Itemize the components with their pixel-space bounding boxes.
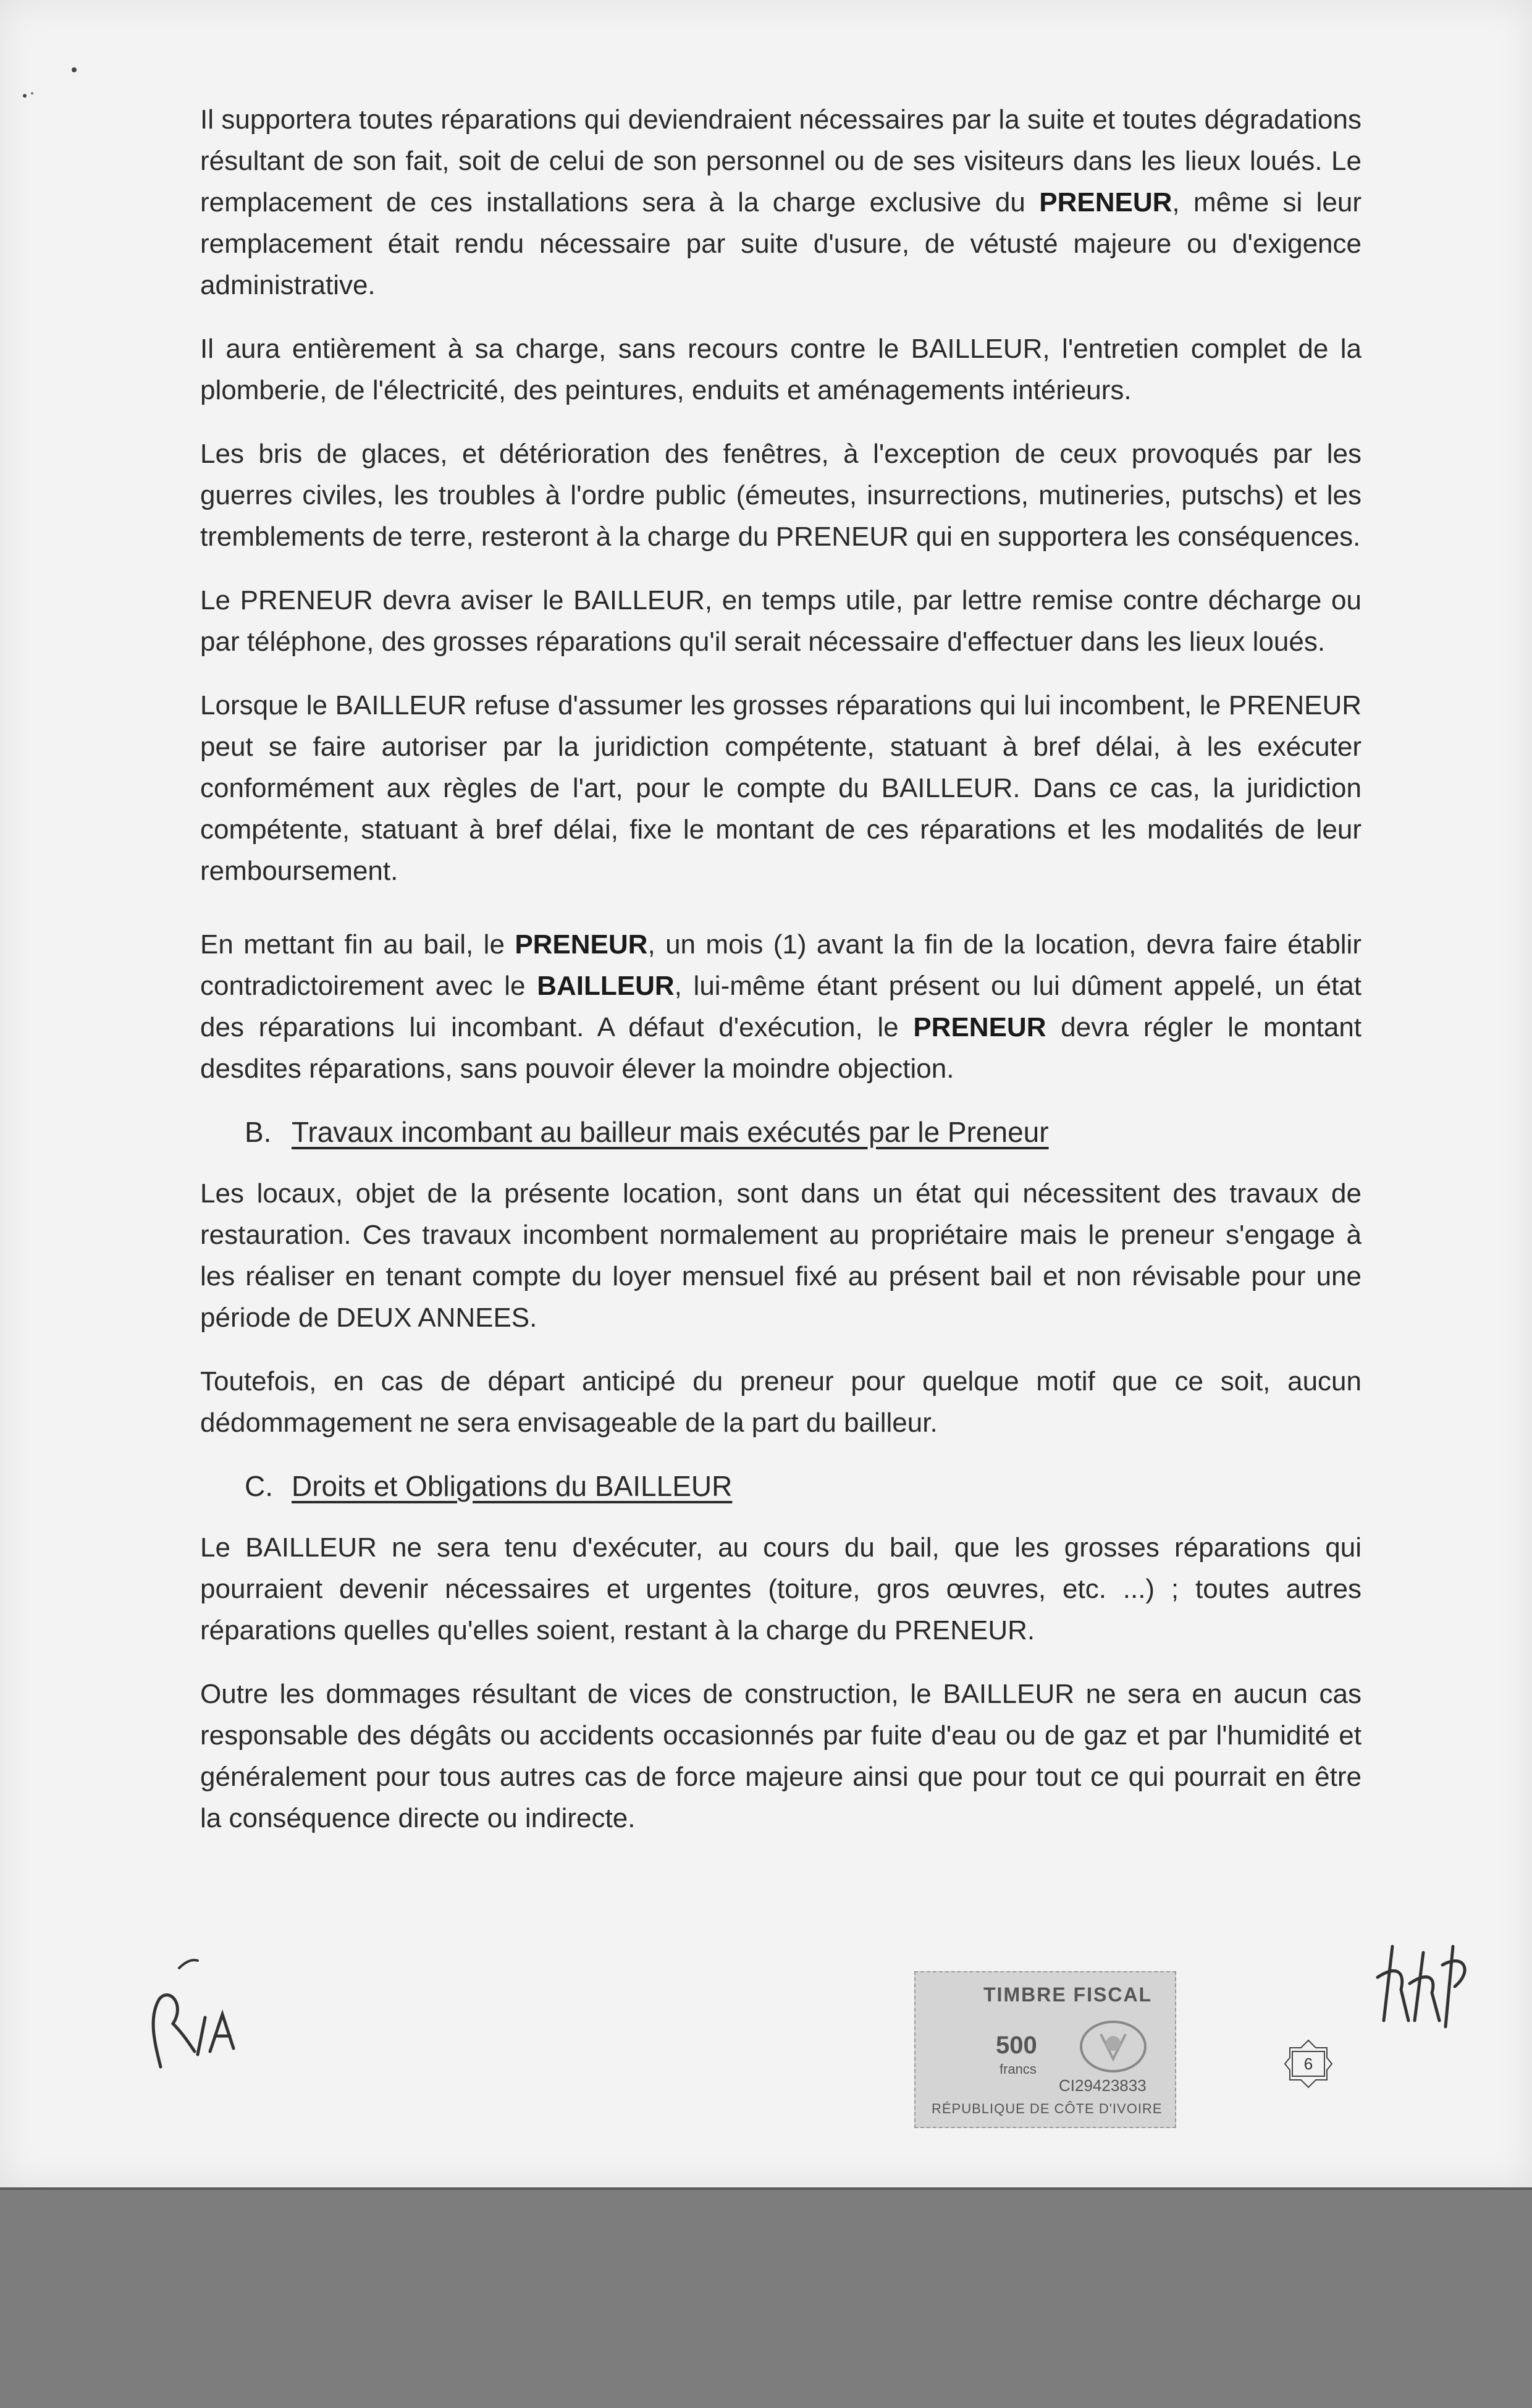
page-number: 6 [1303, 2055, 1313, 2073]
paragraph: Les bris de glaces, et détérioration des fenêtres, à l'exception de ceux provoqués par les guerres civiles, les troubles à l'ordre public (émeutes, insurrections, mutineries, putschs) et les tremblements de terre, resteront à la charge du PRENEUR qui en supportera les conséquences. [200, 439, 1362, 552]
handwritten-initials-icon [136, 1950, 259, 2073]
section-letter: B. [245, 1116, 272, 1148]
bold-term: PRENEUR [1039, 187, 1172, 218]
paragraph: Toutefois, en cas de départ anticipé du preneur pour quelque motif que ce soit, aucun dédommagement ne sera envisageable de la part du bailleur. [200, 1366, 1362, 1438]
paragraph: Le BAILLEUR ne sera tenu d'exécuter, au cours du bail, que les grosses réparations qui pourraient devenir nécessaires et urgentes (toiture, gros œuvres, etc. ...) ; toutes autres réparations quelles qu'elles soient, restant à la charge du PRENEUR. [200, 1532, 1362, 1645]
paragraph: Lorsque le BAILLEUR refuse d'assumer les grosses réparations qui lui incombent, le PRENEUR peut se faire autoriser par la juridiction compétente, statuant à bref délai, à les exécuter conformément aux règles de l'art, pour le compte du BAILLEUR. Dans ce cas, la juridiction compétente, statuant à bref délai, fixe le montant de ces réparations et les modalités de leur remboursement. [200, 690, 1362, 886]
paragraph-end-of-lease: En mettant fin au bail, le PRENEUR, un mois (1) avant la fin de la location, devra faire établir contradictoirement avec le BAILLEUR, lui-même étant présent ou lui dûment appelé, un état des réparations lui incombant. A défaut d'exécution, le PRENEUR devra régler le montant desdites réparations, sans pouvoir élever la moindre objection. [200, 929, 1362, 1084]
bold-term: BAILLEUR [537, 971, 675, 1001]
paragraph: Il aura entièrement à sa charge, sans recours contre le BAILLEUR, l'entretien complet de la plomberie, de l'électricité, des peintures, enduits et aménagements intérieurs. [200, 334, 1362, 405]
stamp-serial: CI29423833 [1059, 2076, 1147, 2095]
section-title: Travaux incombant au bailleur mais exécutés par le Preneur [292, 1116, 1049, 1148]
stamp-unit: francs [1000, 2061, 1037, 2077]
stamp-title: TIMBRE FISCAL [983, 1983, 1153, 2006]
paragraph: Il supportera toutes réparations qui deviendraient nécessaires par la suite et toutes dégradations résultant de son fait, soit de celui de son personnel ou de ses visiteurs dans les lieux loués. Le remplacement de ces installations sera à la charge exclusive du PRENEUR, même si leur remplacement était rendu nécessaire par suite d'usure, de vétusté majeure ou d'exigence administrative. [200, 104, 1362, 300]
handwritten-initials-icon [1371, 1928, 1476, 2039]
document-body [200, 99, 1362, 1861]
bold-term: PRENEUR [913, 1012, 1046, 1042]
stamp-country: RÉPUBLIQUE DE CÔTE D'IVOIRE [932, 2101, 1163, 2116]
section-heading-b [245, 1112, 1362, 1153]
paragraph: Outre les dommages résultant de vices de construction, le BAILLEUR ne sera en aucun cas responsable des dégâts ou accidents occasionnés par fuite d'eau ou de gaz et par l'humidité et généralement pour tous autres cas de force majeure ainsi que pour tout ce qui pourrait en être la conséquence directe ou indirecte. [200, 1679, 1362, 1833]
bold-term: PRENEUR [515, 929, 648, 960]
scan-speck-icon [19, 59, 93, 108]
paragraph: Les locaux, objet de la présente location, sont dans un état qui nécessitent des travaux de restauration. Ces travaux incombent normalement au propriétaire mais le preneur s'engage à les réaliser en tenant compte du loyer mensuel fixé au présent bail et non révisable pour une période de DEUX ANNEES. [200, 1178, 1362, 1333]
section-title: Droits et Obligations du BAILLEUR [292, 1470, 733, 1502]
stamp-value: 500 [996, 2032, 1037, 2059]
section-letter: C. [245, 1470, 273, 1502]
paragraph: Le PRENEUR devra aviser le BAILLEUR, en temps utile, par lettre remise contre décharge ou par téléphone, des grosses réparations qu'il serait nécessaire d'effectuer dans les lieux loués. [200, 585, 1362, 657]
section-heading-c [245, 1466, 1362, 1507]
fiscal-stamp [914, 1971, 1176, 2128]
coat-of-arms-icon [1076, 2016, 1150, 2077]
